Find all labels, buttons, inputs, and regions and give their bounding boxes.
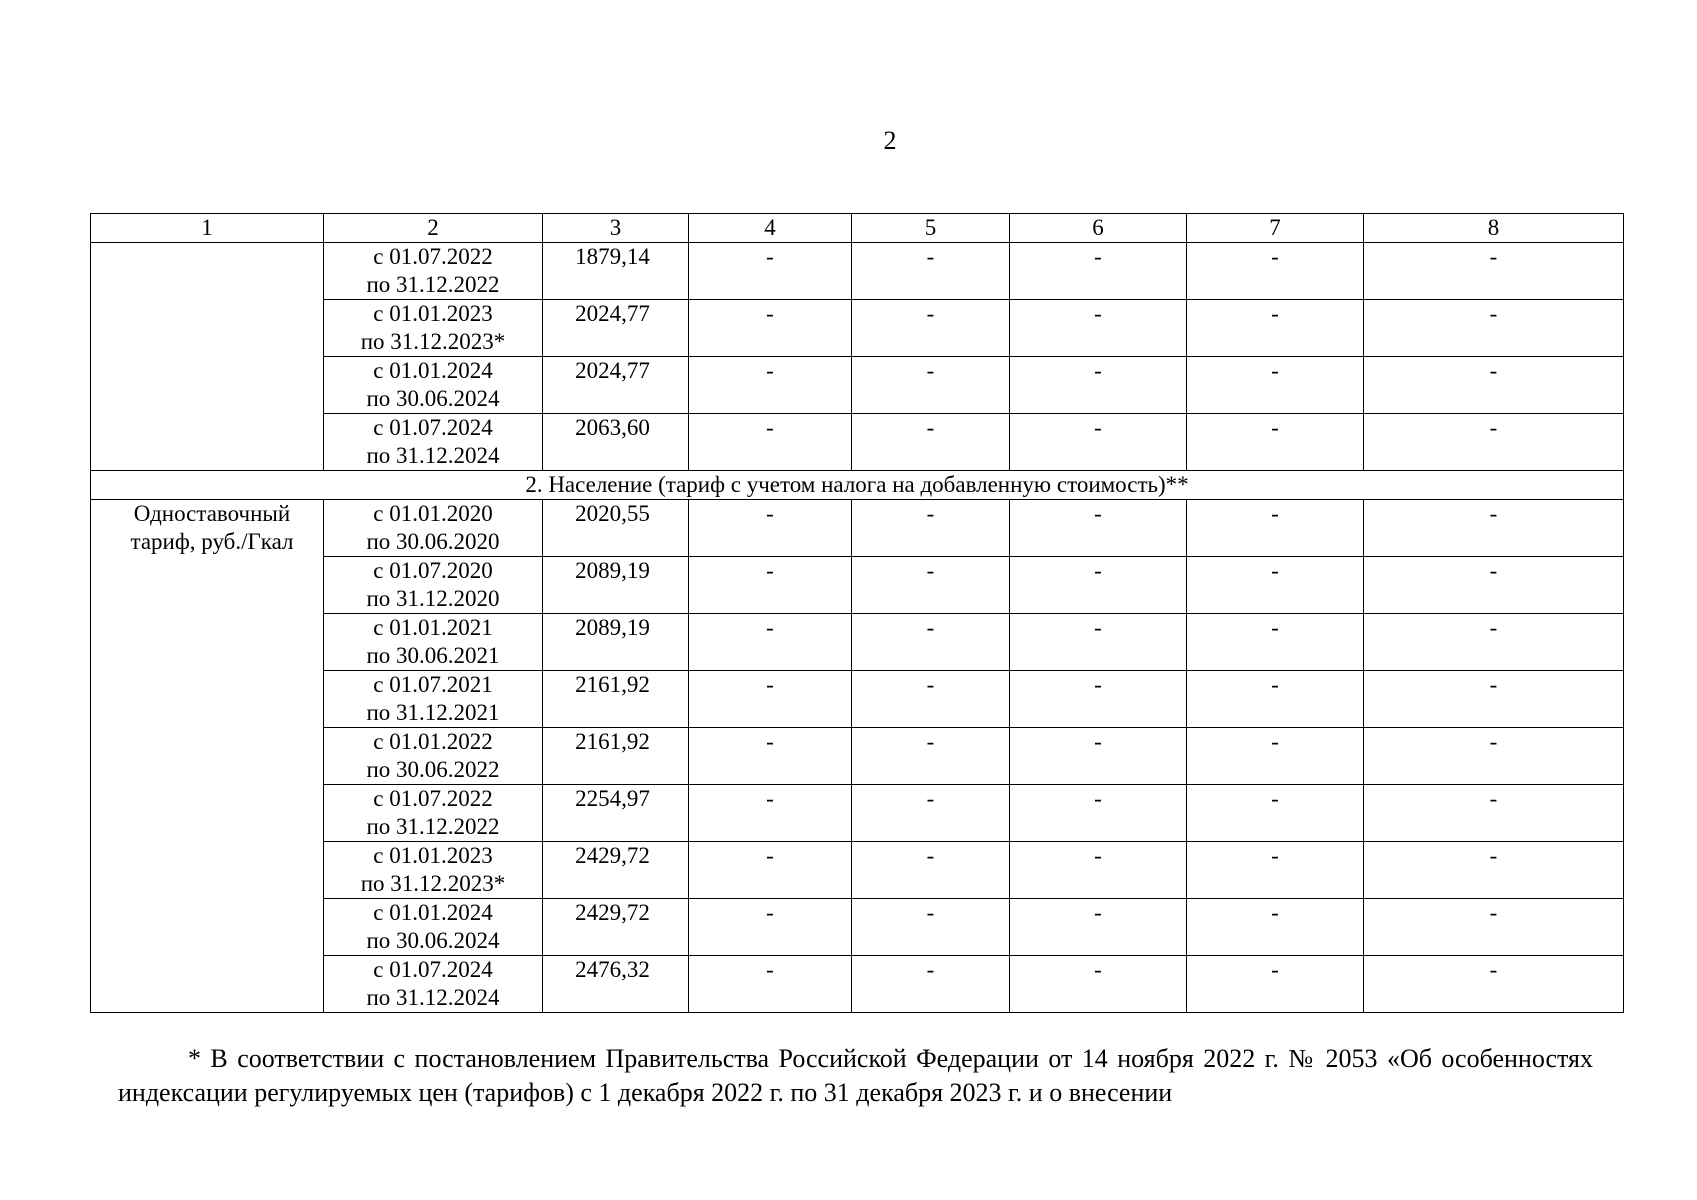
dash-cell: - [1364,300,1624,357]
column-header: 3 [543,214,689,243]
value-cell [543,357,689,414]
dash-cell: - [689,614,852,671]
section-row [91,471,1624,500]
dash-cell: - [1010,785,1187,842]
dash-cell: - [852,243,1010,300]
dash-cell: - [852,357,1010,414]
page-number: 2 [883,126,897,155]
dash-cell: - [1187,842,1364,899]
dash-cell: - [689,243,852,300]
column-header: 1 [91,214,324,243]
dash-cell: - [1364,956,1624,1013]
indicator-line: Одноставочный [133,501,291,526]
dash-cell: - [1010,243,1187,300]
column-header: 5 [852,214,1010,243]
tariff-value: 2024,77 [575,301,650,326]
dash-cell: - [689,500,852,557]
tariff-value: 2161,92 [575,729,650,754]
period-to: по 31.12.2020 [366,586,500,611]
section-title: 2. Население (тариф с учетом налога на добавленную стоимость)** [91,471,1624,500]
period-from: с 01.01.2023 [373,843,493,868]
column-header: 6 [1010,214,1187,243]
value-cell [543,785,689,842]
period-to: по 31.12.2021 [366,700,500,725]
dash-cell: - [852,785,1010,842]
value-cell [543,300,689,357]
dash-cell: - [1364,785,1624,842]
table-header-row [91,214,1624,243]
dash-cell: - [689,899,852,956]
dash-cell: - [1010,414,1187,471]
column-header: 7 [1187,214,1364,243]
dash-cell: - [852,614,1010,671]
dash-cell: - [1364,500,1624,557]
dash-cell: - [1187,614,1364,671]
column-header: 8 [1364,214,1624,243]
period-from: с 01.01.2024 [373,900,493,925]
dash-cell: - [1187,414,1364,471]
dash-cell: - [1364,614,1624,671]
dash-cell: - [1187,728,1364,785]
dash-cell: - [1364,728,1624,785]
period-to: по 30.06.2021 [366,643,500,668]
dash-cell: - [689,414,852,471]
value-cell [543,557,689,614]
dash-cell: - [852,557,1010,614]
period-cell [324,614,543,671]
period-from: с 01.07.2024 [373,415,493,440]
dash-cell: - [689,557,852,614]
period-to: по 30.06.2024 [366,928,500,953]
dash-cell: - [1010,614,1187,671]
tariff-value: 2429,72 [575,843,650,868]
dash-cell: - [1010,842,1187,899]
period-to: по 31.12.2022 [366,814,500,839]
period-cell [324,300,543,357]
period-from: с 01.07.2024 [373,957,493,982]
dash-cell: - [1364,243,1624,300]
indicator-line: тариф, руб./Гкал [130,529,294,554]
period-cell [324,728,543,785]
dash-cell: - [1010,899,1187,956]
period-from: с 01.01.2024 [373,358,493,383]
period-cell [324,785,543,842]
period-from: с 01.07.2022 [373,244,493,269]
tariff-value: 2020,55 [575,501,650,526]
period-from: с 01.01.2023 [373,301,493,326]
period-cell [324,414,543,471]
value-cell [543,899,689,956]
period-to: по 30.06.2024 [366,386,500,411]
dash-cell: - [852,500,1010,557]
indicator-cell [91,500,324,1013]
dash-cell: - [1364,899,1624,956]
period-from: с 01.01.2022 [373,729,493,754]
dash-cell: - [689,785,852,842]
dash-cell: - [1187,899,1364,956]
dash-cell: - [852,956,1010,1013]
dash-cell: - [1187,671,1364,728]
dash-cell: - [1010,357,1187,414]
dash-cell: - [852,414,1010,471]
dash-cell: - [689,357,852,414]
period-to: по 31.12.2024 [366,443,500,468]
period-to: по 30.06.2020 [366,529,500,554]
dash-cell: - [1187,357,1364,414]
dash-cell: - [852,728,1010,785]
dash-cell: - [1010,500,1187,557]
dash-cell: - [689,956,852,1013]
period-to: по 31.12.2022 [366,272,500,297]
tariff-value: 2161,92 [575,672,650,697]
dash-cell: - [689,728,852,785]
tariff-value: 2089,19 [575,558,650,583]
period-cell [324,671,543,728]
dash-cell: - [1010,671,1187,728]
table-body [91,214,1624,1013]
value-cell [543,500,689,557]
period-cell [324,842,543,899]
tariff-value: 2024,77 [575,358,650,383]
tariff-value: 2063,60 [575,415,650,440]
value-cell [543,614,689,671]
dash-cell: - [1187,956,1364,1013]
table-row [91,500,1624,557]
period-to: по 31.12.2023* [360,329,506,354]
period-from: с 01.07.2021 [373,672,493,697]
tariff-value: 2429,72 [575,900,650,925]
period-from: с 01.01.2020 [373,501,493,526]
period-cell [324,956,543,1013]
dash-cell: - [1010,300,1187,357]
period-to: по 30.06.2022 [366,757,500,782]
value-cell [543,728,689,785]
value-cell [543,243,689,300]
dash-cell: - [1187,300,1364,357]
dash-cell: - [1010,557,1187,614]
tariff-value: 2089,19 [575,615,650,640]
value-cell [543,842,689,899]
dash-cell: - [1364,557,1624,614]
period-from: с 01.07.2020 [373,558,493,583]
tariff-value: 2254,97 [575,786,650,811]
dash-cell: - [852,671,1010,728]
dash-cell: - [1364,842,1624,899]
dash-cell: - [1187,785,1364,842]
dash-cell: - [1010,728,1187,785]
footnote: * В соответствии с постановлением Правительства Российской Федерации от 14 ноября 2022 г. № 2053 «Об особенностях индексации регулируемых цен (тарифов) с 1 декабря 2022 г. по 31 декабря 2023 г. и о внесении [118,1044,1593,1107]
value-cell [543,671,689,728]
period-cell [324,557,543,614]
period-cell [324,243,543,300]
dash-cell: - [1187,557,1364,614]
dash-cell: - [689,671,852,728]
dash-cell: - [1364,671,1624,728]
period-cell [324,899,543,956]
value-cell [543,414,689,471]
table-row [91,243,1624,300]
period-cell [324,357,543,414]
period-from: с 01.07.2022 [373,786,493,811]
dash-cell: - [689,300,852,357]
dash-cell: - [852,300,1010,357]
dash-cell: - [1364,357,1624,414]
dash-cell: - [852,899,1010,956]
dash-cell: - [1187,243,1364,300]
value-cell [543,956,689,1013]
period-from: с 01.01.2021 [373,615,493,640]
tariff-table [90,213,1624,1013]
indicator-cell [91,243,324,471]
period-cell [324,500,543,557]
column-header: 2 [324,214,543,243]
tariff-value: 1879,14 [575,244,650,269]
dash-cell: - [1010,956,1187,1013]
tariff-value: 2476,32 [575,957,650,982]
dash-cell: - [1364,414,1624,471]
dash-cell: - [1187,500,1364,557]
dash-cell: - [689,842,852,899]
period-to: по 31.12.2023* [360,871,506,896]
dash-cell: - [852,842,1010,899]
column-header: 4 [689,214,852,243]
period-to: по 31.12.2024 [366,985,500,1010]
